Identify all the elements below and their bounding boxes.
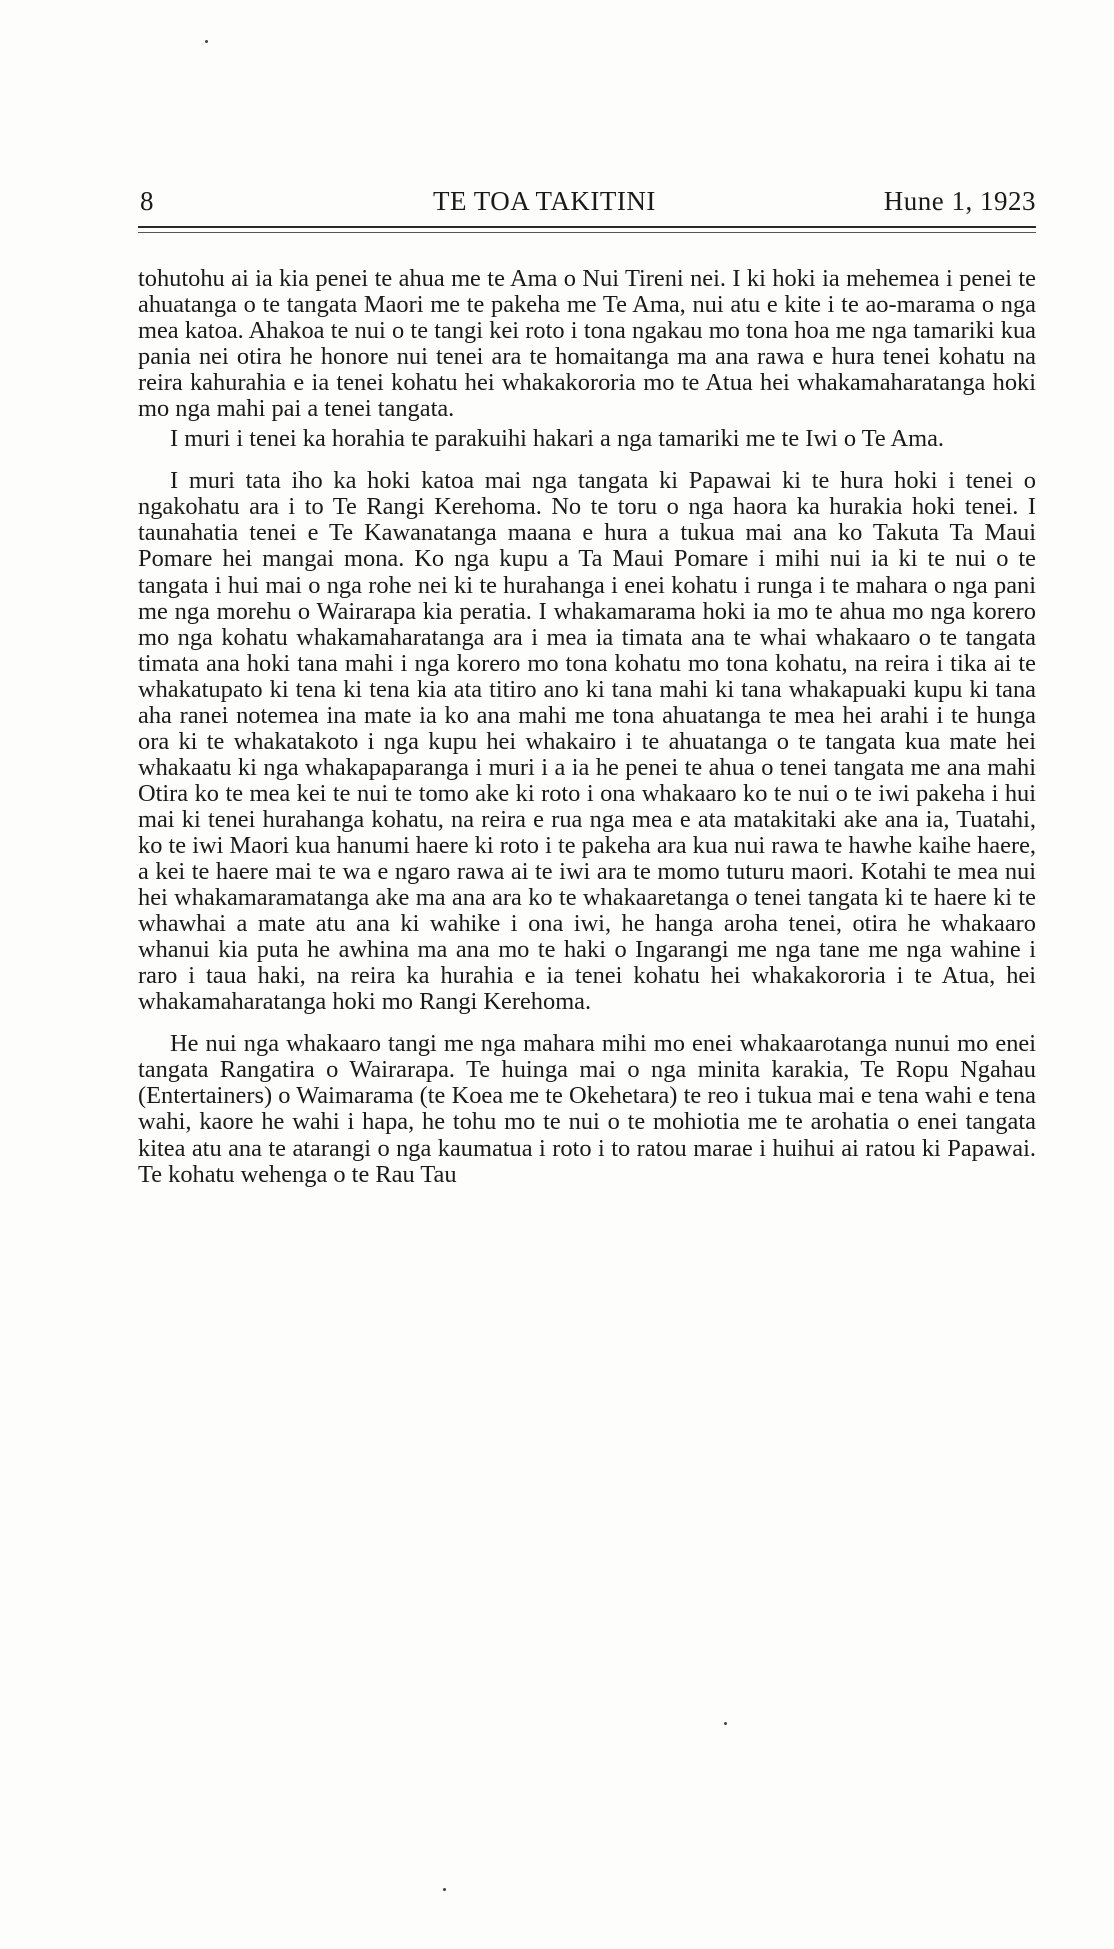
page-number: 8 bbox=[140, 186, 154, 216]
paragraph-3: I muri tata iho ka hoki katoa mai nga tangata ki Papawai ki te hura hoki i tenei o ngakohatu ara i to Te Rangi Kerehoma. No te toru o nga haora ka hurakia hoki tenei. I taunahatia tenei e Te Kawanatanga maana e hura a tukua mai ana ko Takuta Ta Maui Pomare hei mangai mona. Ko nga kupu a Ta Maui Pomare i mihi nui ia ki te nui o te tangata i hui mai o nga rohe nei ki te hurahanga i enei kohatu i runga i te mahara o nga pani me nga morehu o Wairarapa kia peratia. I whakamarama hoki ia mo te ahua mo nga korero mo nga kohatu whakamaharatanga ara i mea ia timata ana te whai whakaaro o te tangata timata ana hoki tana mahi i nga korero mo tona kohatu mo tona kohatu, na reira i tika ai te whakatupato ki tena ki tena kia ata titiro ano ki tana mahi ki tana whakapuaki kupu ki tana aha ranei notemea ina mate ia ko ana mahi me tona ahuatanga te mea hei arahi i te hunga ora ki te whakatakoto i nga kupu hei whakairo i te ahuatanga o te tangata kua mate hei whakaatu ki nga whakapaparanga i muri i a ia he penei te ahua o tenei tangata me ana mahi Otira ko te mea kei te nui te tomo ake ki roto i ona whakaaro ko te nui o te iwi pakeha i hui mai ki tenei hurahanga kohatu, na reira e rua nga mea e ata matakitaki ake ana ia, Tuatahi, ko te iwi Maori kua hanumi haere ki roto i te pakeha ara kua nui rawa te hawhe kaihe haere, a kei te haere mai te wa e ngaro rawa ai te iwi ara te momo tuturu maori. Kotahi te mea nui hei whakamaramatanga ake ma ana ara ko te whakaaretanga o tenei tangata ki te haere ki te whawhai a mate atu ana ki wahike i ona iwi, he hanga aroha tenei, otira he whakaaro whanui kia puta he awhina ma ana mo te haki o Ingarangi me nga tane me nga wahine i raro i taua haki, na reira ka hurahia e ia tenei kohatu hei whakakororia i te Atua, hei whakamaharatanga hoki mo Rangi Kerehoma. bbox=[138, 467, 1037, 1016]
paragraph-4: He nui nga whakaaro tangi me nga mahara mihi mo enei whakaarotanga nunui mo enei tangata Rangatira o Wairarapa. Te huinga mai o nga minita karakia, Te Ropu Ngahau (Entertainers) o Waimarama (te Koea me te Okehetara) te reo i tukua mai e tena wahi e tena wahi, kaore he wahi i hapa, he tohu mo te nui o te mohiotia me te arohatia o enei tangata kitea atu ana te atarangi o nga kaumatua i roto i to ratou marae i huihui ai ratou ki Papawai. Te kohatu wehenga o te Rau Tau bbox=[138, 1030, 1036, 1188]
scan-speck bbox=[443, 1888, 446, 1891]
paragraph-1: tohutohu ai ia kia penei te ahua me te Ama o Nui Tireni nei. I ki hoki ia mehemea i penei te ahuatanga o te tangata Maori me te pakeha me Te Ama, nui atu e kite i te ao-marama o nga mea katoa. Ahakoa te nui o te tangi kei roto i tona ngakau mo tona hoa me nga tamariki kua pania nei otira he honore nui tenei ara te homaitanga ma ana rawa e hura tenei kohatu na reira kahurahia e ia tenei kohatu hei whakakororia mo te Atua hei whakamaharatanga hoki mo nga mahi pai a tenei tangata. bbox=[138, 265, 1036, 423]
header-rule-bottom bbox=[138, 232, 1036, 233]
paragraph-2: I muri i tenei ka horahia te parakuihi hakari a nga tamariki me te Iwi o Te Ama. bbox=[170, 425, 944, 453]
scan-speck bbox=[205, 40, 208, 43]
header-rule-top bbox=[138, 226, 1036, 228]
publication-title: TE TOA TAKITINI bbox=[433, 186, 656, 216]
article-body bbox=[138, 266, 1036, 1188]
scan-speck bbox=[724, 1722, 727, 1725]
issue-date: Hune 1, 1923 bbox=[883, 186, 1036, 216]
page-header bbox=[138, 186, 1036, 226]
